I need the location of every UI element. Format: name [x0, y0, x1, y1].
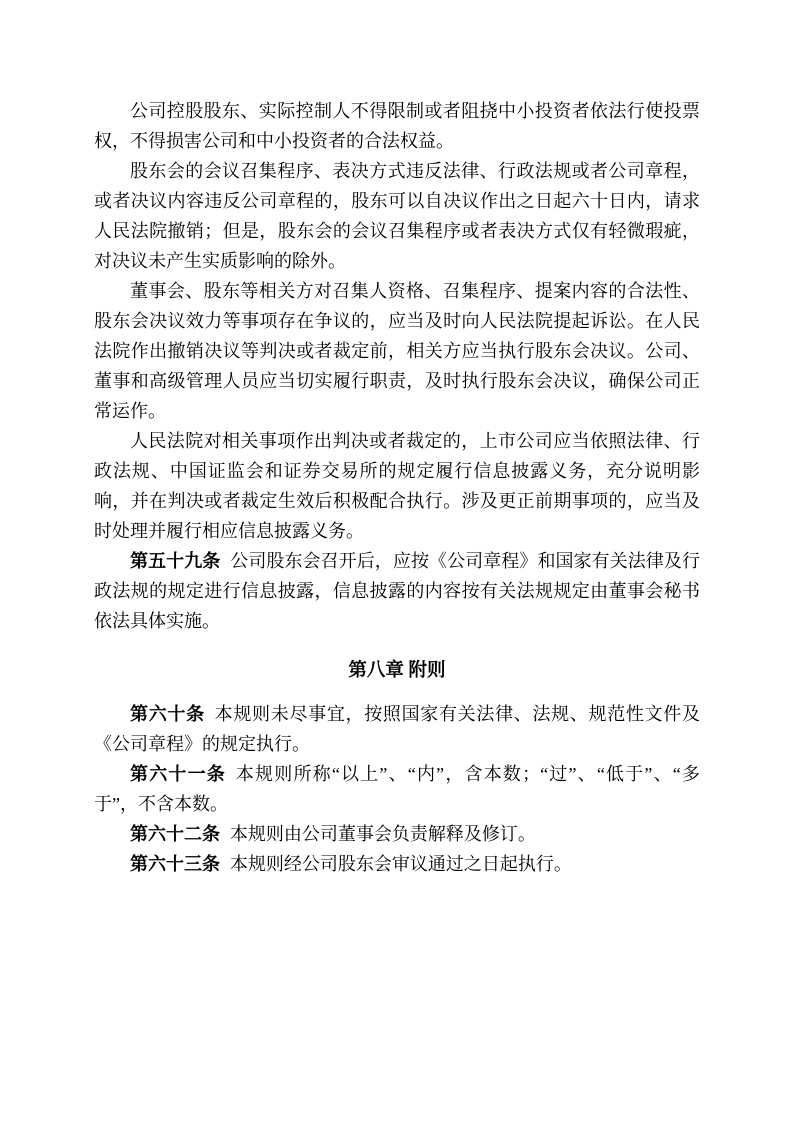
paragraph-court-ruling-disclosure: [94, 426, 700, 546]
chapter-heading: 第八章 附则: [348, 661, 446, 681]
article-61: [94, 759, 700, 819]
article-number: 第五十九条: [130, 551, 221, 571]
article-number: 第六十二条: [130, 824, 220, 844]
paragraph-text: 本规则经公司股东会审议通过之日起执行。: [229, 854, 572, 874]
paragraph-text: 公司控股股东、实际控制人不得限制或者阻挠中小投资者依法行使投票权，不得损害公司和中小投资者的合法权益。: [94, 101, 700, 151]
paragraph-text: 人民法院对相关事项作出判决或者裁定的，上市公司应当依照法律、行政法规、中国证监会和证券交易所的规定履行信息披露义务，充分说明影响，并在判决或者裁定生效后积极配合执行。涉及更正前期事项的，应当及时处理并履行相应信息披露义务。: [94, 431, 700, 541]
paragraph-dispute-litigation: [94, 276, 700, 426]
article-60: [94, 699, 700, 759]
paragraph-shareholder-voting-rights: [94, 96, 700, 156]
paragraph-text: 本规则所称“以上”、“内”，含本数；“过”、“低于”、“多于”，不含本数。: [94, 764, 700, 814]
paragraph-text: 董事会、股东等相关方对召集人资格、召集程序、提案内容的合法性、股东会决议效力等事项存在争议的，应当及时向人民法院提起诉讼。在人民法院作出撤销决议等判决或者裁定前，相关方应当执行股东会决议。公司、董事和高级管理人员应当切实履行职责，及时执行股东会决议，确保公司正常运作。: [94, 281, 700, 421]
article-62: [94, 819, 700, 849]
article-59: [94, 546, 700, 636]
paragraph-text: 本规则由公司董事会负责解释及修订。: [229, 824, 536, 844]
article-number: 第六十一条: [130, 764, 226, 784]
article-number: 第六十条: [130, 704, 205, 724]
paragraph-text: 公司股东会召开后，应按《公司章程》和国家有关法律及行政法规的规定进行信息披露，信息披露的内容按有关法规规定由董事会秘书依法具体实施。: [94, 551, 701, 631]
paragraph-text: 股东会的会议召集程序、表决方式违反法律、行政法规或者公司章程，或者决议内容违反公司章程的，股东可以自决议作出之日起六十日内，请求人民法院撤销；但是，股东会的会议召集程序或者表决方式仅有轻微瑕疵，对决议未产生实质影响的除外。: [94, 161, 700, 271]
paragraph-meeting-procedure-revocation: [94, 156, 700, 276]
article-63: [94, 849, 700, 879]
article-number: 第六十三条: [130, 854, 220, 874]
paragraph-text: 本规则未尽事宜，按照国家有关法律、法规、规范性文件及《公司章程》的规定执行。: [94, 704, 701, 754]
